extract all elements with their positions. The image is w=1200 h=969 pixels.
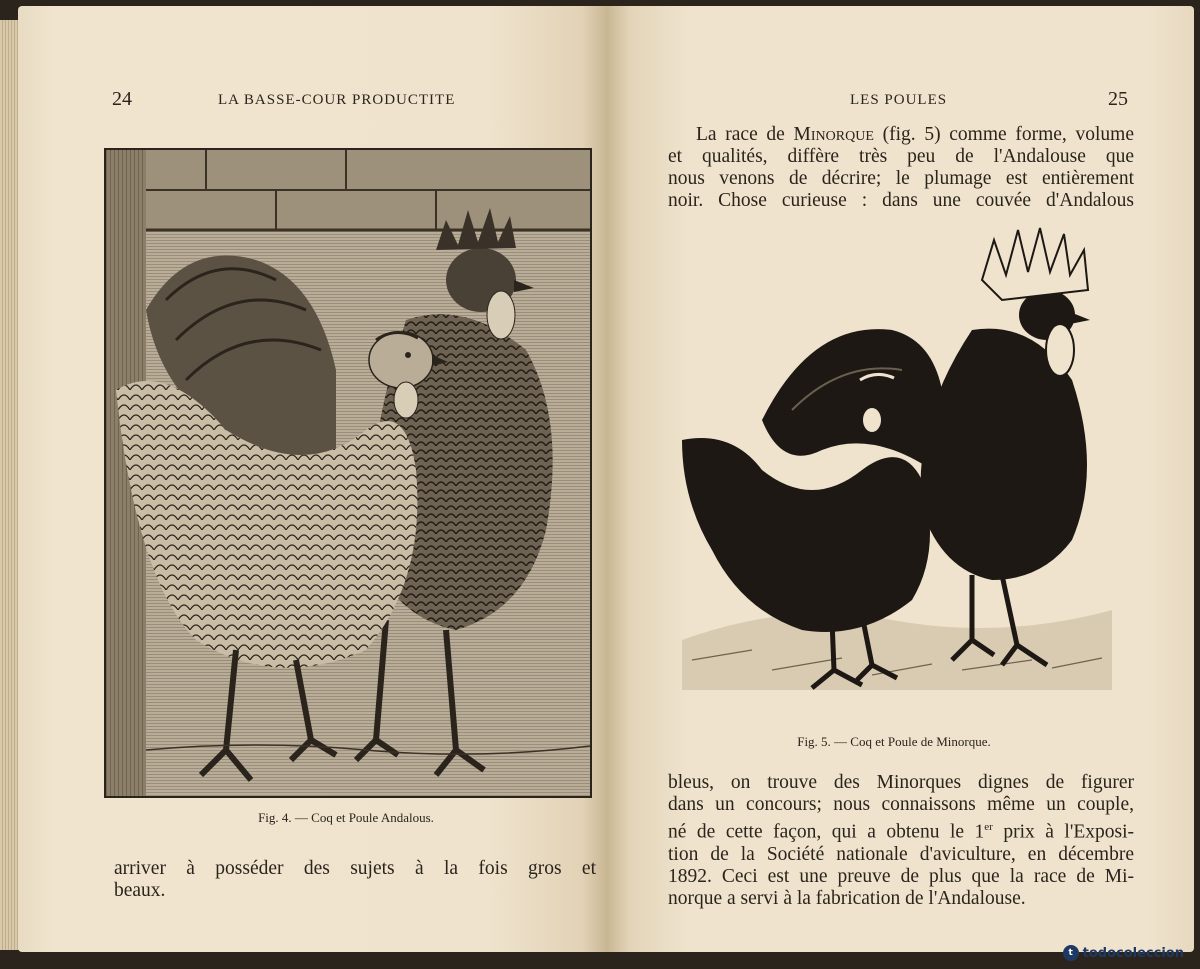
minorque-chickens-engraving: [672, 220, 1116, 706]
para2-line-2: dans un concours; nous connaissons même un couple,: [668, 794, 1134, 815]
left-page-number: 24: [112, 88, 132, 110]
para2-line-1: bleus, on trouve des Minorques dignes de figurer: [668, 772, 1134, 793]
para1-line-4: noir. Chose curieuse : dans une couvée d'Andalous: [668, 190, 1134, 211]
watermark-logo-icon: t: [1063, 945, 1079, 961]
breed-name-minorque: Minorque: [793, 124, 874, 145]
figure-5-caption: Fig. 5. — Coq et Poule de Minorque.: [797, 734, 991, 749]
figure-4-caption: Fig. 4. — Coq et Poule Andalous.: [258, 810, 434, 825]
para1-line-3: nous venons de décrire; le plumage est entièrement: [668, 168, 1134, 189]
left-body-text: [114, 858, 596, 902]
para1-line-2: et qualités, diffère très peu de l'Andalouse que: [668, 146, 1134, 167]
watermark: [1063, 945, 1184, 961]
left-text-line-1: arriver à posséder des sujets à la fois gros et: [114, 858, 596, 879]
para2-line-4: tion de la Société nationale d'aviculture, en décembre: [668, 843, 1134, 865]
para2-line-5: 1892. Ceci est une preuve de plus que la race de Mi-: [668, 865, 1134, 887]
figure-andalous-illustration: [104, 148, 592, 798]
andalous-chickens-engraving: [106, 150, 590, 796]
left-text-line-2: beaux.: [114, 880, 166, 901]
left-running-head: LA BASSE-COUR PRODUCTITE: [218, 92, 456, 108]
para2-line-6: norque a servi à la fabrication de l'Andalouse.: [668, 887, 1026, 909]
right-page-number: 25: [1108, 88, 1128, 110]
right-page: [606, 6, 1194, 952]
page-edges: [0, 20, 20, 950]
right-paragraph-2: [668, 772, 1134, 910]
left-page: [18, 6, 606, 952]
right-running-head: LES POULES: [850, 92, 948, 108]
para1-line-1: La race de Minorque (fig. 5) comme forme, volume: [696, 124, 1134, 145]
watermark-text: todocoleccion: [1082, 945, 1184, 961]
para2-line-3: né de cette façon, qui a obtenu le 1er prix à l'Exposi-: [668, 821, 1134, 843]
figure-minorque-illustration: [672, 220, 1116, 706]
right-paragraph-1: [668, 124, 1134, 212]
